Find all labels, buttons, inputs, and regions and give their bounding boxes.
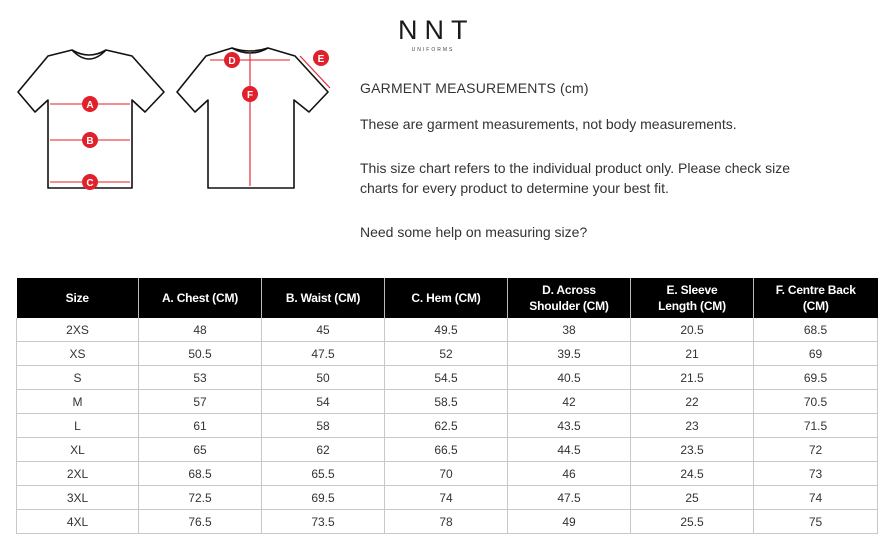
measurement-cell: 61 <box>139 414 262 438</box>
size-cell: 2XS <box>17 318 139 342</box>
column-header <box>262 278 385 318</box>
marker-b <box>82 132 98 148</box>
measurement-cell: 57 <box>139 390 262 414</box>
measurement-cell: 62 <box>262 438 385 462</box>
size-cell: L <box>17 414 139 438</box>
measurement-cell: 23 <box>631 414 754 438</box>
column-header-text: E. Sleeve <box>666 283 718 297</box>
measurement-cell: 68.5 <box>139 462 262 486</box>
svg-text:E: E <box>317 54 325 65</box>
measurement-cell: 58.5 <box>385 390 508 414</box>
measurement-cell: 72 <box>754 438 878 462</box>
marker-c <box>82 174 98 190</box>
measurement-cell: 78 <box>385 510 508 534</box>
measurement-cell: 65 <box>139 438 262 462</box>
measurement-cell: 49.5 <box>385 318 508 342</box>
column-header-text: Shoulder (CM) <box>529 299 609 313</box>
measurement-cell: 22 <box>631 390 754 414</box>
svg-text:F: F <box>246 90 254 101</box>
brand-logo <box>392 12 474 53</box>
info-help-link[interactable]: Need some help on measuring size? <box>360 224 588 240</box>
size-cell: XS <box>17 342 139 366</box>
measurement-cell: 69.5 <box>754 366 878 390</box>
measurement-cell: 66.5 <box>385 438 508 462</box>
column-header-text: A. Chest (CM) <box>161 291 239 305</box>
svg-text:B: B <box>86 136 94 147</box>
measurement-cell: 50.5 <box>139 342 262 366</box>
measurement-cell: 48 <box>139 318 262 342</box>
info-note: These are garment measurements, not body measurements. <box>360 116 737 132</box>
measurement-cell: 72.5 <box>139 486 262 510</box>
measurement-cell: 68.5 <box>754 318 878 342</box>
marker-f <box>242 86 258 102</box>
table-row <box>17 390 878 414</box>
column-header-text: (CM) <box>802 299 829 313</box>
measurement-cell: 58 <box>262 414 385 438</box>
measurement-cell: 45 <box>262 318 385 342</box>
measurement-cell: 43.5 <box>508 414 631 438</box>
measurement-cell: 53 <box>139 366 262 390</box>
measurement-cell: 46 <box>508 462 631 486</box>
column-header <box>139 278 262 318</box>
measurement-cell: 49 <box>508 510 631 534</box>
logo-subtitle: UNIFORMS <box>411 47 455 53</box>
measurement-cell: 69.5 <box>262 486 385 510</box>
logo-wordmark: NNT <box>398 15 475 45</box>
column-header <box>754 278 878 318</box>
measurement-cell: 73.5 <box>262 510 385 534</box>
measurement-cell: 20.5 <box>631 318 754 342</box>
table-row <box>17 462 878 486</box>
size-cell: XL <box>17 438 139 462</box>
svg-text:A: A <box>86 100 94 111</box>
svg-text:C: C <box>86 178 94 189</box>
column-header-text: Size <box>65 291 89 305</box>
size-cell: S <box>17 366 139 390</box>
measurement-cell: 23.5 <box>631 438 754 462</box>
measurement-cell: 70 <box>385 462 508 486</box>
column-header <box>385 278 508 318</box>
size-cell: 4XL <box>17 510 139 534</box>
measurement-cell: 52 <box>385 342 508 366</box>
column-header-text: F. Centre Back <box>775 283 856 297</box>
measurement-cell: 71.5 <box>754 414 878 438</box>
size-table <box>16 278 878 534</box>
tshirt-front-icon <box>18 50 164 188</box>
measurement-cell: 25.5 <box>631 510 754 534</box>
column-header <box>631 278 754 318</box>
measurement-cell: 21.5 <box>631 366 754 390</box>
measurement-cell: 74 <box>385 486 508 510</box>
column-header-text: C. Hem (CM) <box>411 291 481 305</box>
table-row <box>17 438 878 462</box>
size-table-body <box>17 318 878 534</box>
info-heading: GARMENT MEASUREMENTS (cm) <box>360 80 589 96</box>
svg-text:D: D <box>228 56 236 67</box>
table-row <box>17 366 878 390</box>
table-row <box>17 486 878 510</box>
marker-e <box>313 50 329 66</box>
column-header <box>508 278 631 318</box>
measurement-cell: 70.5 <box>754 390 878 414</box>
size-cell: 3XL <box>17 486 139 510</box>
marker-d <box>224 52 240 68</box>
measurement-cell: 21 <box>631 342 754 366</box>
column-header-text: D. Across <box>542 283 596 297</box>
measurement-cell: 75 <box>754 510 878 534</box>
info-block <box>360 78 880 242</box>
size-cell: 2XL <box>17 462 139 486</box>
table-row <box>17 510 878 534</box>
measurement-cell: 24.5 <box>631 462 754 486</box>
column-header-text: B. Waist (CM) <box>285 291 361 305</box>
table-row <box>17 342 878 366</box>
size-table-header <box>17 278 878 318</box>
measurement-cell: 54 <box>262 390 385 414</box>
measurement-cell: 47.5 <box>508 486 631 510</box>
measurement-cell: 44.5 <box>508 438 631 462</box>
garment-diagram <box>14 36 344 206</box>
column-header-text: Length (CM) <box>658 299 726 313</box>
size-cell: M <box>17 390 139 414</box>
table-row <box>17 318 878 342</box>
measurement-cell: 38 <box>508 318 631 342</box>
marker-a <box>82 96 98 112</box>
measurement-cell: 76.5 <box>139 510 262 534</box>
measurement-cell: 42 <box>508 390 631 414</box>
measurement-cell: 73 <box>754 462 878 486</box>
info-refers-line-2: charts for every product to determine your best fit. <box>360 180 669 196</box>
measurement-cell: 74 <box>754 486 878 510</box>
column-header <box>17 278 139 318</box>
measurement-cell: 69 <box>754 342 878 366</box>
measurement-cell: 65.5 <box>262 462 385 486</box>
table-row <box>17 414 878 438</box>
tshirt-back-icon <box>177 48 328 188</box>
measurement-cell: 54.5 <box>385 366 508 390</box>
measurement-cell: 62.5 <box>385 414 508 438</box>
measurement-cell: 25 <box>631 486 754 510</box>
measurement-cell: 40.5 <box>508 366 631 390</box>
measurement-cell: 47.5 <box>262 342 385 366</box>
info-refers-line-1: This size chart refers to the individual product only. Please check size <box>360 160 791 176</box>
measurement-cell: 39.5 <box>508 342 631 366</box>
measurement-cell: 50 <box>262 366 385 390</box>
